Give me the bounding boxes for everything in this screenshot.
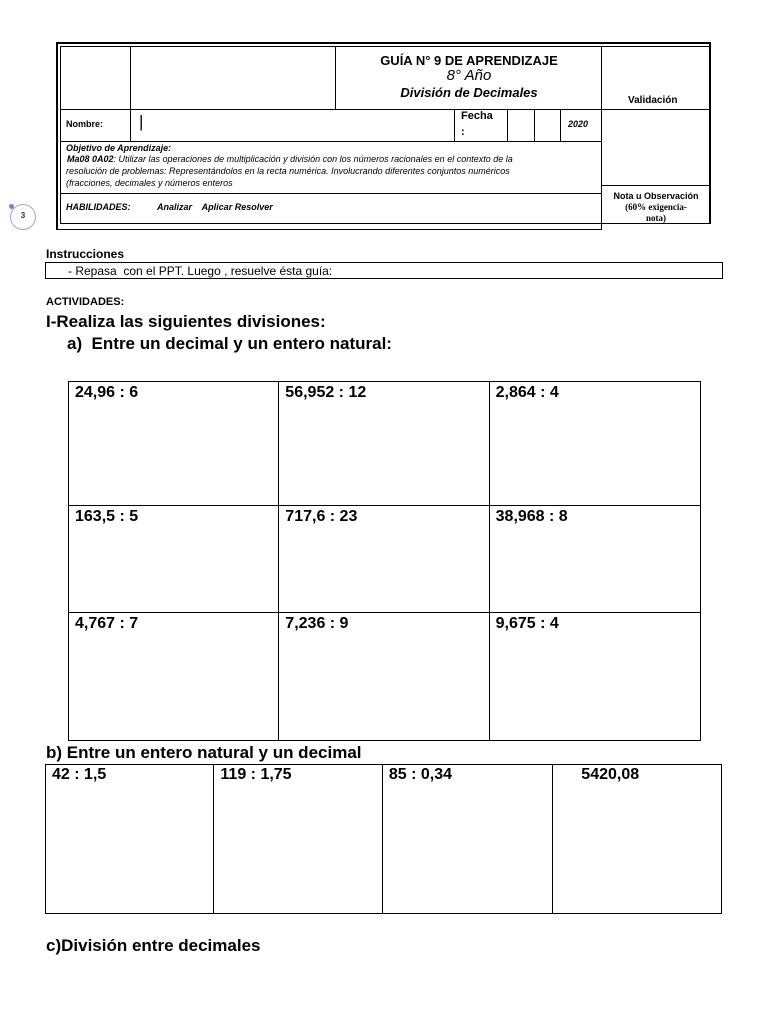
activities-label: ACTIVIDADES: (46, 296, 125, 308)
part-b-table (45, 764, 722, 914)
problem-cell[interactable] (214, 765, 382, 914)
page-badge (10, 204, 36, 230)
instructions-box (45, 262, 723, 279)
problem-cell[interactable] (279, 613, 489, 741)
part-a-table (68, 381, 701, 741)
problem-cell[interactable] (553, 765, 722, 914)
problem-cell[interactable] (69, 506, 279, 613)
problem-cell[interactable] (46, 765, 214, 914)
problem-label: 9,675 : 4 (495, 615, 559, 632)
problem-label: 717,6 : 23 (285, 508, 358, 525)
instructions-title: Instrucciones (46, 247, 125, 261)
grade-note-1: Nota u Observación (613, 191, 699, 201)
table-row (46, 765, 722, 914)
part-c-title: c)División entre decimales (46, 936, 261, 955)
problem-label: 119 : 1,75 (220, 766, 292, 783)
problem-label: 85 : 0,34 (388, 766, 453, 783)
objective-line-1 (67, 154, 513, 164)
problem-label: 163,5 : 5 (75, 508, 139, 525)
badge-dot-icon (9, 204, 14, 209)
skills-values: Analizar Aplicar Resolver (157, 202, 273, 212)
table-row (69, 382, 701, 506)
table-row (69, 506, 701, 613)
part-b-title: b) Entre un entero natural y un decimal (46, 743, 362, 762)
part-a-title: a) Entre un decimal y un entero natural: (67, 334, 392, 353)
problem-cell[interactable] (69, 613, 279, 741)
name-label: Nombre: (66, 119, 104, 129)
objective-line-2: resolución de problemas: Representándolos en la recta numérica. Involucrando diferentes conjuntos numéricos (66, 166, 510, 176)
name-field[interactable]: | (139, 112, 144, 131)
page-badge-number: 3 (20, 211, 26, 220)
problem-cell[interactable] (279, 506, 489, 613)
objective-line-3: (fracciones, decimales y números enteros (66, 178, 233, 188)
problem-label: 56,952 : 12 (285, 384, 367, 401)
year-value: 2020 (568, 119, 589, 129)
problem-label: 38,968 : 8 (495, 508, 568, 525)
objective-text-1: : Utilizar las operaciones de multiplicación y división con los números racionales en el contexto de la (113, 154, 513, 164)
objective-code: Ma08 0A02 (67, 154, 114, 164)
instructions-text: - Repasa con el PPT. Luego , resuelve ésta guía: (68, 264, 333, 278)
problem-cell[interactable] (489, 506, 700, 613)
objective-label: Objetivo de Aprendizaje: (66, 143, 172, 153)
problem-label: 24,96 : 6 (75, 384, 139, 401)
problem-cell[interactable] (489, 382, 700, 506)
problem-label: 5420,08 (581, 766, 640, 783)
problem-cell[interactable] (489, 613, 700, 741)
problem-label: 7,236 : 9 (285, 615, 349, 632)
guide-title: GUÍA N° 9 DE APRENDIZAJE (380, 53, 558, 68)
table-row (69, 613, 701, 741)
problem-cell[interactable] (382, 765, 552, 914)
problem-cell[interactable] (279, 382, 489, 506)
topic-title: División de Decimales (400, 85, 538, 100)
date-colon: : (461, 126, 465, 138)
grade-note-2: (60% exigencia- (625, 202, 687, 212)
problem-cell[interactable] (69, 382, 279, 506)
grade-note-3: nota) (646, 213, 666, 223)
problem-label: 4,767 : 7 (75, 615, 139, 632)
date-label: Fecha (461, 110, 493, 122)
problem-label: 42 : 1,5 (52, 766, 107, 783)
section-1-title: I-Realiza las siguientes divisiones: (46, 312, 326, 331)
grade-title: 8° Año (446, 67, 492, 84)
skills-label: HABILIDADES: (66, 202, 131, 212)
problem-label: 2,864 : 4 (495, 384, 559, 401)
validation-label: Validación (628, 95, 678, 106)
